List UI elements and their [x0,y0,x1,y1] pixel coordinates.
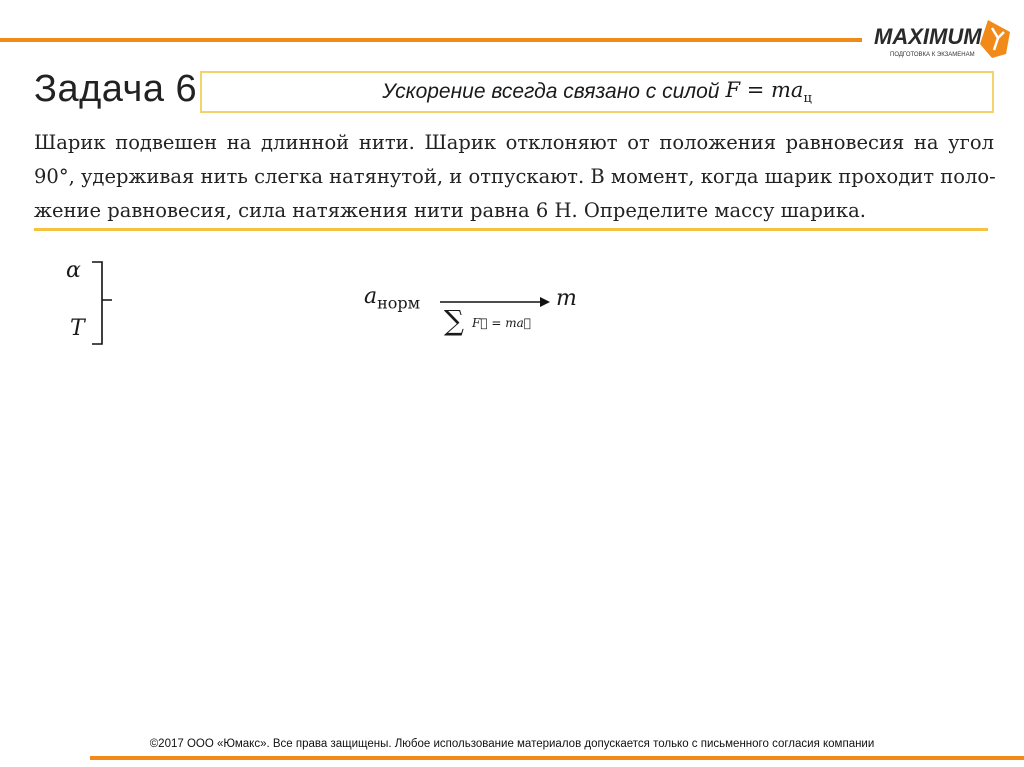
given-alpha: α [66,258,81,283]
solution-diagram [360,282,600,352]
separator-rule [34,228,988,231]
hint-formula: $F = ma_ц$ [725,77,812,107]
slide-title: Задача 6 [34,68,198,110]
brand-text: MAXIMUM [874,24,982,49]
maximum-logo [870,14,1020,72]
problem-line: Шарик подвешен на длинной нити. Шарик отклоняют от положения равновесия на угол [34,131,994,154]
hint-box [200,71,994,113]
hint-text: Ускорение всегда связано с силой [382,80,720,103]
problem-line: 90°, удерживая нить слегка натянутой, и отпускают. В момент, когда шарик проходит поло- [34,165,996,188]
brand-tagline: ПОДГОТОВКА К ЭКЗАМЕНАМ [890,52,975,58]
footer-rule [90,756,1024,760]
given-bracket [88,258,118,348]
header-rule [0,38,862,42]
newton-law: F⃗ = ma⃗ [472,316,531,330]
given-tension: T [70,316,85,341]
problem-line: жение равновесия, сила натяжения нити равна 6 Н. Определите массу шарика. [34,199,866,222]
copyright-footer: ©2017 ООО «Юмакс». Все права защищены. Любое использование материалов допускается только с письменного согласия компании [149,738,875,750]
accel-normal: $a_{норм}$ [364,284,421,313]
result-mass: m [556,286,577,311]
problem-statement [34,126,994,228]
sum-symbol: ∑ [444,304,464,337]
